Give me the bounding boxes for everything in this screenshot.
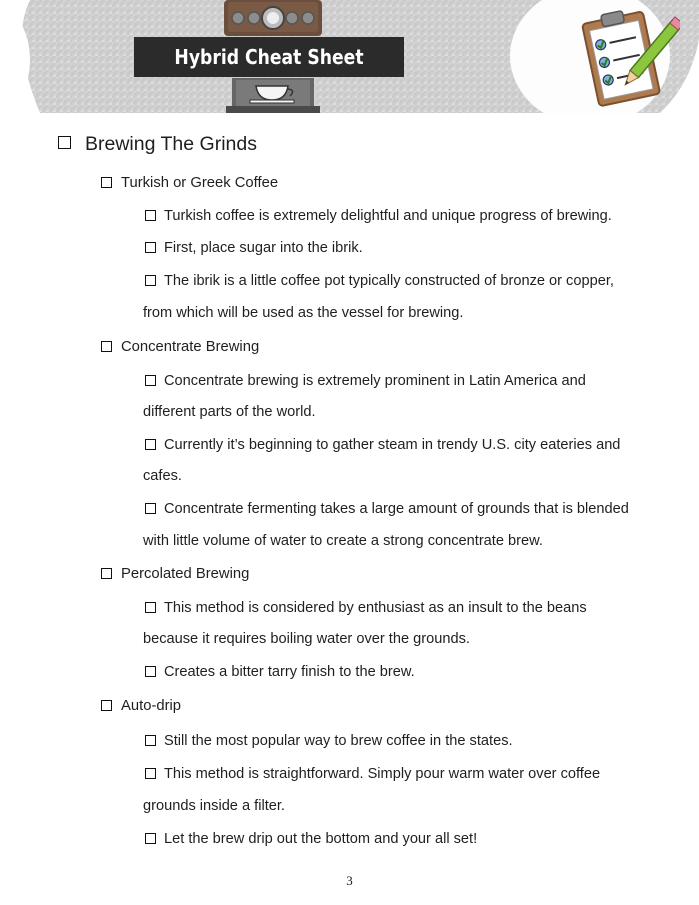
checkbox[interactable] <box>145 503 156 514</box>
checkbox[interactable] <box>145 833 156 844</box>
list-item[interactable] <box>145 206 612 226</box>
checkbox[interactable] <box>101 177 112 188</box>
list-item[interactable] <box>145 731 513 751</box>
checkbox[interactable] <box>145 242 156 253</box>
checkbox[interactable] <box>58 136 71 149</box>
item-continuation <box>143 629 470 649</box>
item-text: This method is straightforward. Simply pour warm water over coffee <box>164 766 601 782</box>
list-item[interactable] <box>145 271 614 291</box>
subsection-heading[interactable] <box>101 337 259 357</box>
subsection-title: Percolated Brewing <box>121 566 250 582</box>
checkbox[interactable] <box>145 275 156 286</box>
item-text: because it requires boiling water over the grounds. <box>143 631 470 647</box>
list-item[interactable] <box>145 435 620 455</box>
checkbox[interactable] <box>145 210 156 221</box>
item-text: cafes. <box>143 468 182 484</box>
list-item[interactable] <box>145 238 363 258</box>
checkbox[interactable] <box>101 341 112 352</box>
item-text: different parts of the world. <box>143 404 316 420</box>
subsection-heading[interactable] <box>101 173 278 193</box>
item-text: This method is considered by enthusiast as an insult to the beans <box>164 600 587 616</box>
checkbox[interactable] <box>145 375 156 386</box>
item-text: Creates a bitter tarry finish to the brew. <box>164 664 415 680</box>
section-title: Brewing The Grinds <box>85 133 257 155</box>
subsection-heading[interactable] <box>101 564 249 584</box>
list-item[interactable] <box>145 829 477 849</box>
list-item[interactable] <box>145 764 600 784</box>
item-continuation <box>143 303 463 323</box>
list-item[interactable] <box>145 499 629 519</box>
subsection-title: Auto-drip <box>121 698 182 714</box>
page-number: 3 <box>346 873 353 888</box>
document-title: Hybrid Cheat Sheet <box>174 45 364 69</box>
checkbox[interactable] <box>145 768 156 779</box>
item-text: The ibrik is a little coffee pot typically constructed of bronze or copper, <box>164 273 614 289</box>
item-text: Concentrate brewing is extremely prominent in Latin America and <box>164 373 586 389</box>
checkbox[interactable] <box>145 439 156 450</box>
item-text: with little volume of water to create a strong concentrate brew. <box>143 533 543 549</box>
checkbox[interactable] <box>145 602 156 613</box>
page-header <box>0 0 699 113</box>
list-item[interactable] <box>145 371 586 391</box>
subsection-heading[interactable] <box>101 696 181 716</box>
item-text: Still the most popular way to brew coffee in the states. <box>164 733 513 749</box>
item-text: from which will be used as the vessel for brewing. <box>143 305 464 321</box>
subsection-title: Concentrate Brewing <box>121 339 260 355</box>
checkbox[interactable] <box>101 568 112 579</box>
item-text: grounds inside a filter. <box>143 798 285 814</box>
subsection-title: Turkish or Greek Coffee <box>121 175 279 191</box>
item-text: Let the brew drip out the bottom and your all set! <box>164 831 478 847</box>
item-continuation <box>143 796 285 816</box>
clipboard-checklist-icon <box>570 6 680 111</box>
item-text: First, place sugar into the ibrik. <box>164 240 363 256</box>
item-continuation <box>143 402 316 422</box>
item-continuation <box>143 466 182 486</box>
checkbox[interactable] <box>145 666 156 677</box>
item-continuation <box>143 531 543 551</box>
item-text: Turkish coffee is extremely delightful and unique progress of brewing. <box>164 208 612 224</box>
checkbox[interactable] <box>101 700 112 711</box>
item-text: Concentrate fermenting takes a large amount of grounds that is blended <box>164 501 629 517</box>
list-item[interactable] <box>145 662 415 682</box>
section-heading[interactable] <box>58 131 257 157</box>
checkbox[interactable] <box>145 735 156 746</box>
document-title-banner <box>134 37 404 77</box>
item-text: Currently it’s beginning to gather steam in trendy U.S. city eateries and <box>164 437 621 453</box>
list-item[interactable] <box>145 598 587 618</box>
